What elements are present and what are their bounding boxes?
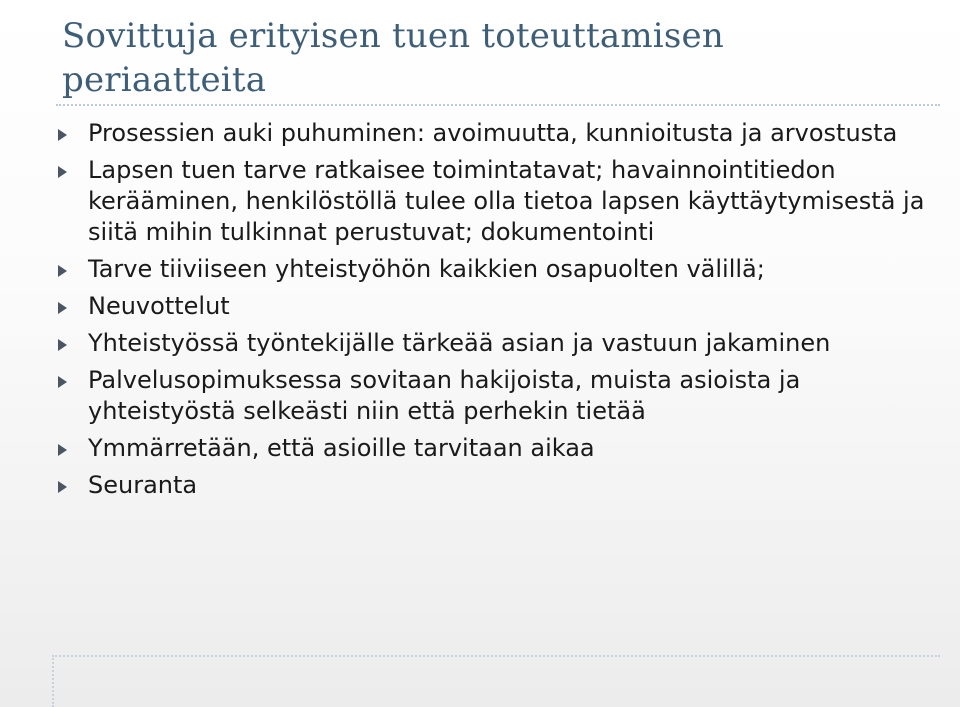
footer-corner-line: [52, 655, 54, 707]
triangle-right-icon: [58, 376, 67, 388]
slide-title: Sovittuja erityisen tuen toteuttamisen periaatteita: [62, 16, 724, 100]
triangle-right-icon: [58, 302, 67, 314]
bullet-item: [56, 433, 926, 464]
bullet-text: Yhteistyössä työntekijälle tärkeää asian ja vastuun jakaminen: [88, 329, 831, 357]
bullet-text: Prosessien auki puhuminen: avoimuutta, kunnioitusta ja arvostusta: [88, 119, 898, 147]
bullet-text: Neuvottelut: [88, 292, 230, 320]
bullet-text: Tarve tiiviiseen yhteistyöhön kaikkien osapuolten välillä;: [88, 255, 765, 283]
bullet-item: [56, 365, 926, 427]
bullet-item: [56, 254, 926, 285]
bullet-list: [56, 118, 926, 507]
bullet-item: [56, 291, 926, 322]
triangle-right-icon: [58, 339, 67, 351]
bullet-item: [56, 155, 926, 248]
triangle-right-icon: [58, 166, 67, 178]
triangle-right-icon: [58, 481, 67, 493]
triangle-right-icon: [58, 129, 67, 141]
bullet-item: [56, 118, 926, 149]
triangle-right-icon: [58, 444, 67, 456]
bullet-item: [56, 470, 926, 501]
triangle-right-icon: [58, 265, 67, 277]
bullet-text: Palvelusopimuksessa sovitaan hakijoista, muista asioista ja yhteistyöstä selkeästi niin että perhekin tietää: [88, 366, 801, 425]
footer-divider: [52, 655, 940, 657]
bullet-text: Lapsen tuen tarve ratkaisee toimintatavat; havainnointitiedon kerääminen, henkilöstöllä tulee olla tietoa lapsen käyttäytymisestä ja siitä mihin tulkinnat perustuvat; dokumentointi: [88, 156, 925, 246]
bullet-text: Seuranta: [88, 471, 198, 499]
title-divider: [56, 104, 940, 106]
bullet-item: [56, 328, 926, 359]
bullet-text: Ymmärretään, että asioille tarvitaan aikaa: [88, 434, 595, 462]
